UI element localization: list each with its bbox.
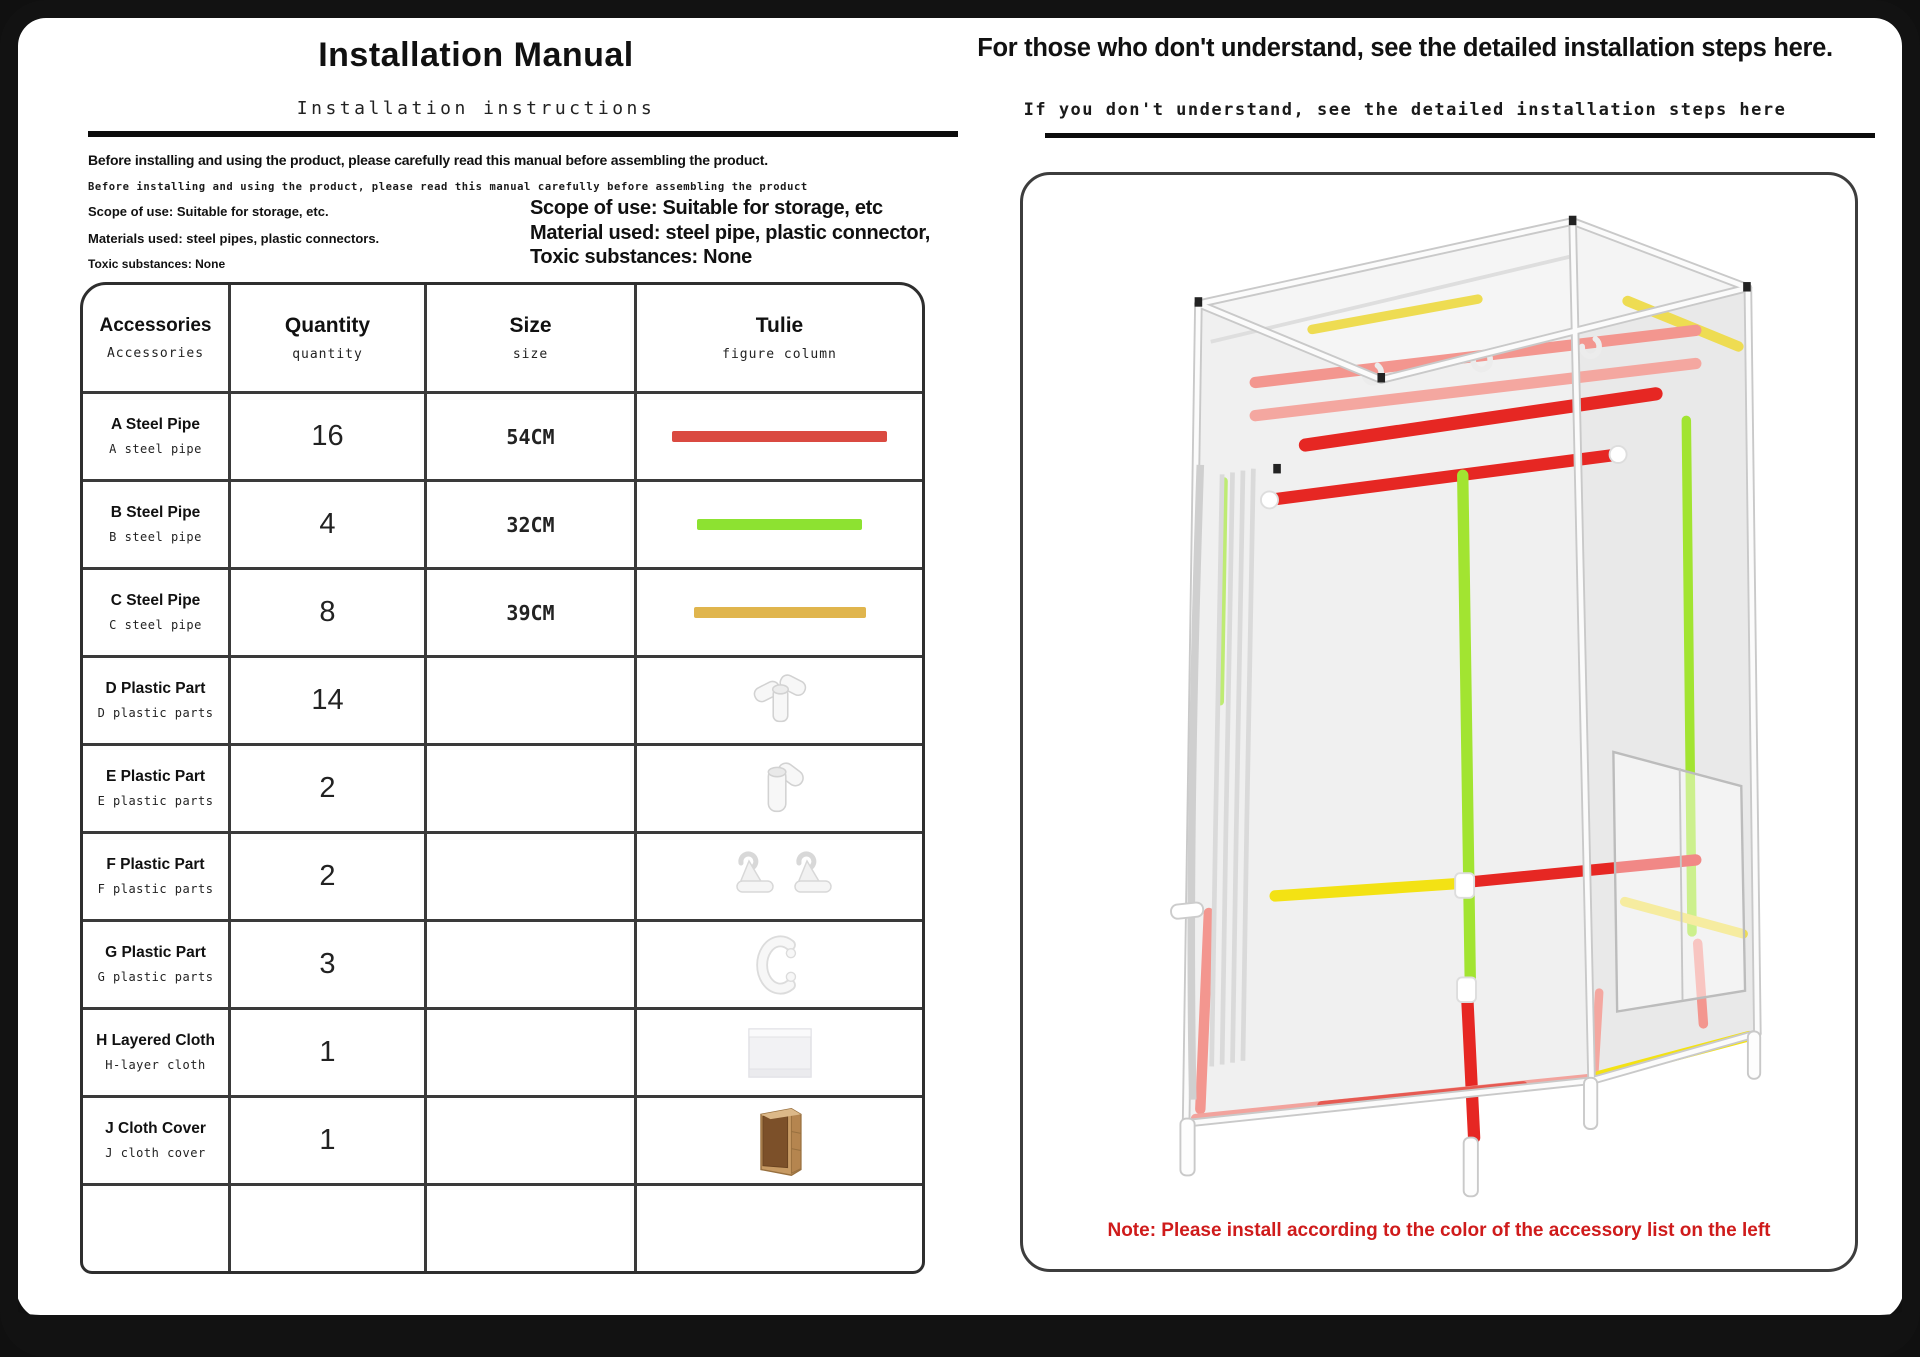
spec-block-right xyxy=(530,196,960,270)
table-row-c xyxy=(83,567,922,655)
right-title: For those who don't understand, see the detailed installation steps here. xyxy=(977,34,1833,62)
table-row-b xyxy=(83,479,922,567)
accessory-name: B Steel Pipe xyxy=(110,503,201,521)
spec-toxic: Toxic substances: None xyxy=(88,257,226,271)
accessory-subname: F plastic parts xyxy=(97,882,214,897)
yellow-pipe-bar xyxy=(694,607,866,618)
c-ring-icon xyxy=(750,930,810,1000)
accessory-name: F Plastic Part xyxy=(106,855,205,873)
accessory-name: E Plastic Part xyxy=(105,767,206,785)
elbow-connector-icon xyxy=(748,757,812,821)
accessory-subname: G plastic parts xyxy=(97,970,214,985)
quantity-value: 4 xyxy=(319,508,336,540)
intro-line-bold: Before installing and using the product, please carefully read this manual before assembling the product. xyxy=(88,152,768,168)
size-value: 39CM xyxy=(506,600,555,625)
right-subtitle: If you don't understand, see the detailed installation steps here xyxy=(1023,100,1787,120)
table-row-g xyxy=(83,919,922,1007)
accessory-subname: B steel pipe xyxy=(109,530,202,545)
table-row-f xyxy=(83,831,922,919)
spec-right-scope: Scope of use: Suitable for storage, etc xyxy=(530,197,883,219)
quantity-value: 2 xyxy=(319,860,336,892)
spec-materials: Materials used: steel pipes, plastic connectors. xyxy=(88,231,380,246)
col-subheader-figure: figure column xyxy=(722,347,837,362)
col-subheader-size: size xyxy=(512,347,549,362)
accessory-subname: J cloth cover xyxy=(105,1146,206,1161)
quantity-value: 2 xyxy=(319,772,336,804)
cloth-cover-icon xyxy=(751,1103,809,1179)
col-header-figure: Tulie xyxy=(755,314,804,337)
col-header-accessories: Accessories xyxy=(99,315,212,336)
quantity-value: 8 xyxy=(319,596,336,628)
size-value: 32CM xyxy=(506,512,555,537)
quantity-value: 1 xyxy=(319,1036,336,1068)
col-subheader-quantity: quantity xyxy=(292,347,363,362)
accessory-name: D Plastic Part xyxy=(105,679,206,697)
accessory-name: G Plastic Part xyxy=(105,943,206,961)
cover-strap xyxy=(1170,902,1204,919)
left-divider-rule xyxy=(88,131,958,137)
spec-right-material: Material used: steel pipe, plastic connector, xyxy=(530,221,930,244)
accessory-subname: D plastic parts xyxy=(97,706,214,721)
quantity-value: 14 xyxy=(311,684,344,716)
red-pipe-bar xyxy=(672,431,887,442)
accessory-subname: E plastic parts xyxy=(97,794,214,809)
accessory-name: C Steel Pipe xyxy=(110,591,201,609)
manual-subtitle: Installation instructions xyxy=(296,98,656,119)
layer-cloth-icon xyxy=(742,1022,818,1084)
install-color-note: Note: Please install according to the color of the accessory list on the left xyxy=(1107,1220,1771,1241)
hanging-hooks-icon xyxy=(724,849,836,905)
col-header-size: Size xyxy=(509,314,552,337)
quantity-value: 1 xyxy=(319,1124,336,1156)
three-way-connector-icon xyxy=(748,669,812,733)
size-value: 54CM xyxy=(506,424,555,449)
table-row-j xyxy=(83,1095,922,1183)
green-pipe-bar xyxy=(697,519,862,530)
col-subheader-accessories: Accessories xyxy=(106,346,205,361)
accessory-subname: H-layer cloth xyxy=(105,1058,206,1073)
table-header-row xyxy=(83,285,922,391)
quantity-value: 3 xyxy=(319,948,336,980)
spec-right-toxic: Toxic substances: None xyxy=(530,246,752,269)
wardrobe-illustration xyxy=(1080,182,1800,1212)
accessory-subname: C steel pipe xyxy=(109,618,202,633)
right-divider-rule xyxy=(1045,133,1875,138)
table-row-e xyxy=(83,743,922,831)
table-row-a xyxy=(83,391,922,479)
intro-line-mono: Before installing and using the product, please read this manual carefully before assembling the product xyxy=(88,181,808,193)
accessory-subname: A steel pipe xyxy=(109,442,202,457)
quantity-value: 16 xyxy=(311,420,344,452)
table-row-h xyxy=(83,1007,922,1095)
accessory-name: A Steel Pipe xyxy=(110,415,200,433)
accessory-name: H Layered Cloth xyxy=(96,1031,215,1049)
accessory-table xyxy=(80,282,925,1274)
accessory-name: J Cloth Cover xyxy=(105,1119,206,1137)
col-header-quantity: Quantity xyxy=(284,314,371,337)
spec-scope: Scope of use: Suitable for storage, etc. xyxy=(88,204,329,219)
manual-title: Installation Manual xyxy=(318,36,634,74)
table-row-empty xyxy=(83,1183,922,1271)
table-row-d xyxy=(83,655,922,743)
